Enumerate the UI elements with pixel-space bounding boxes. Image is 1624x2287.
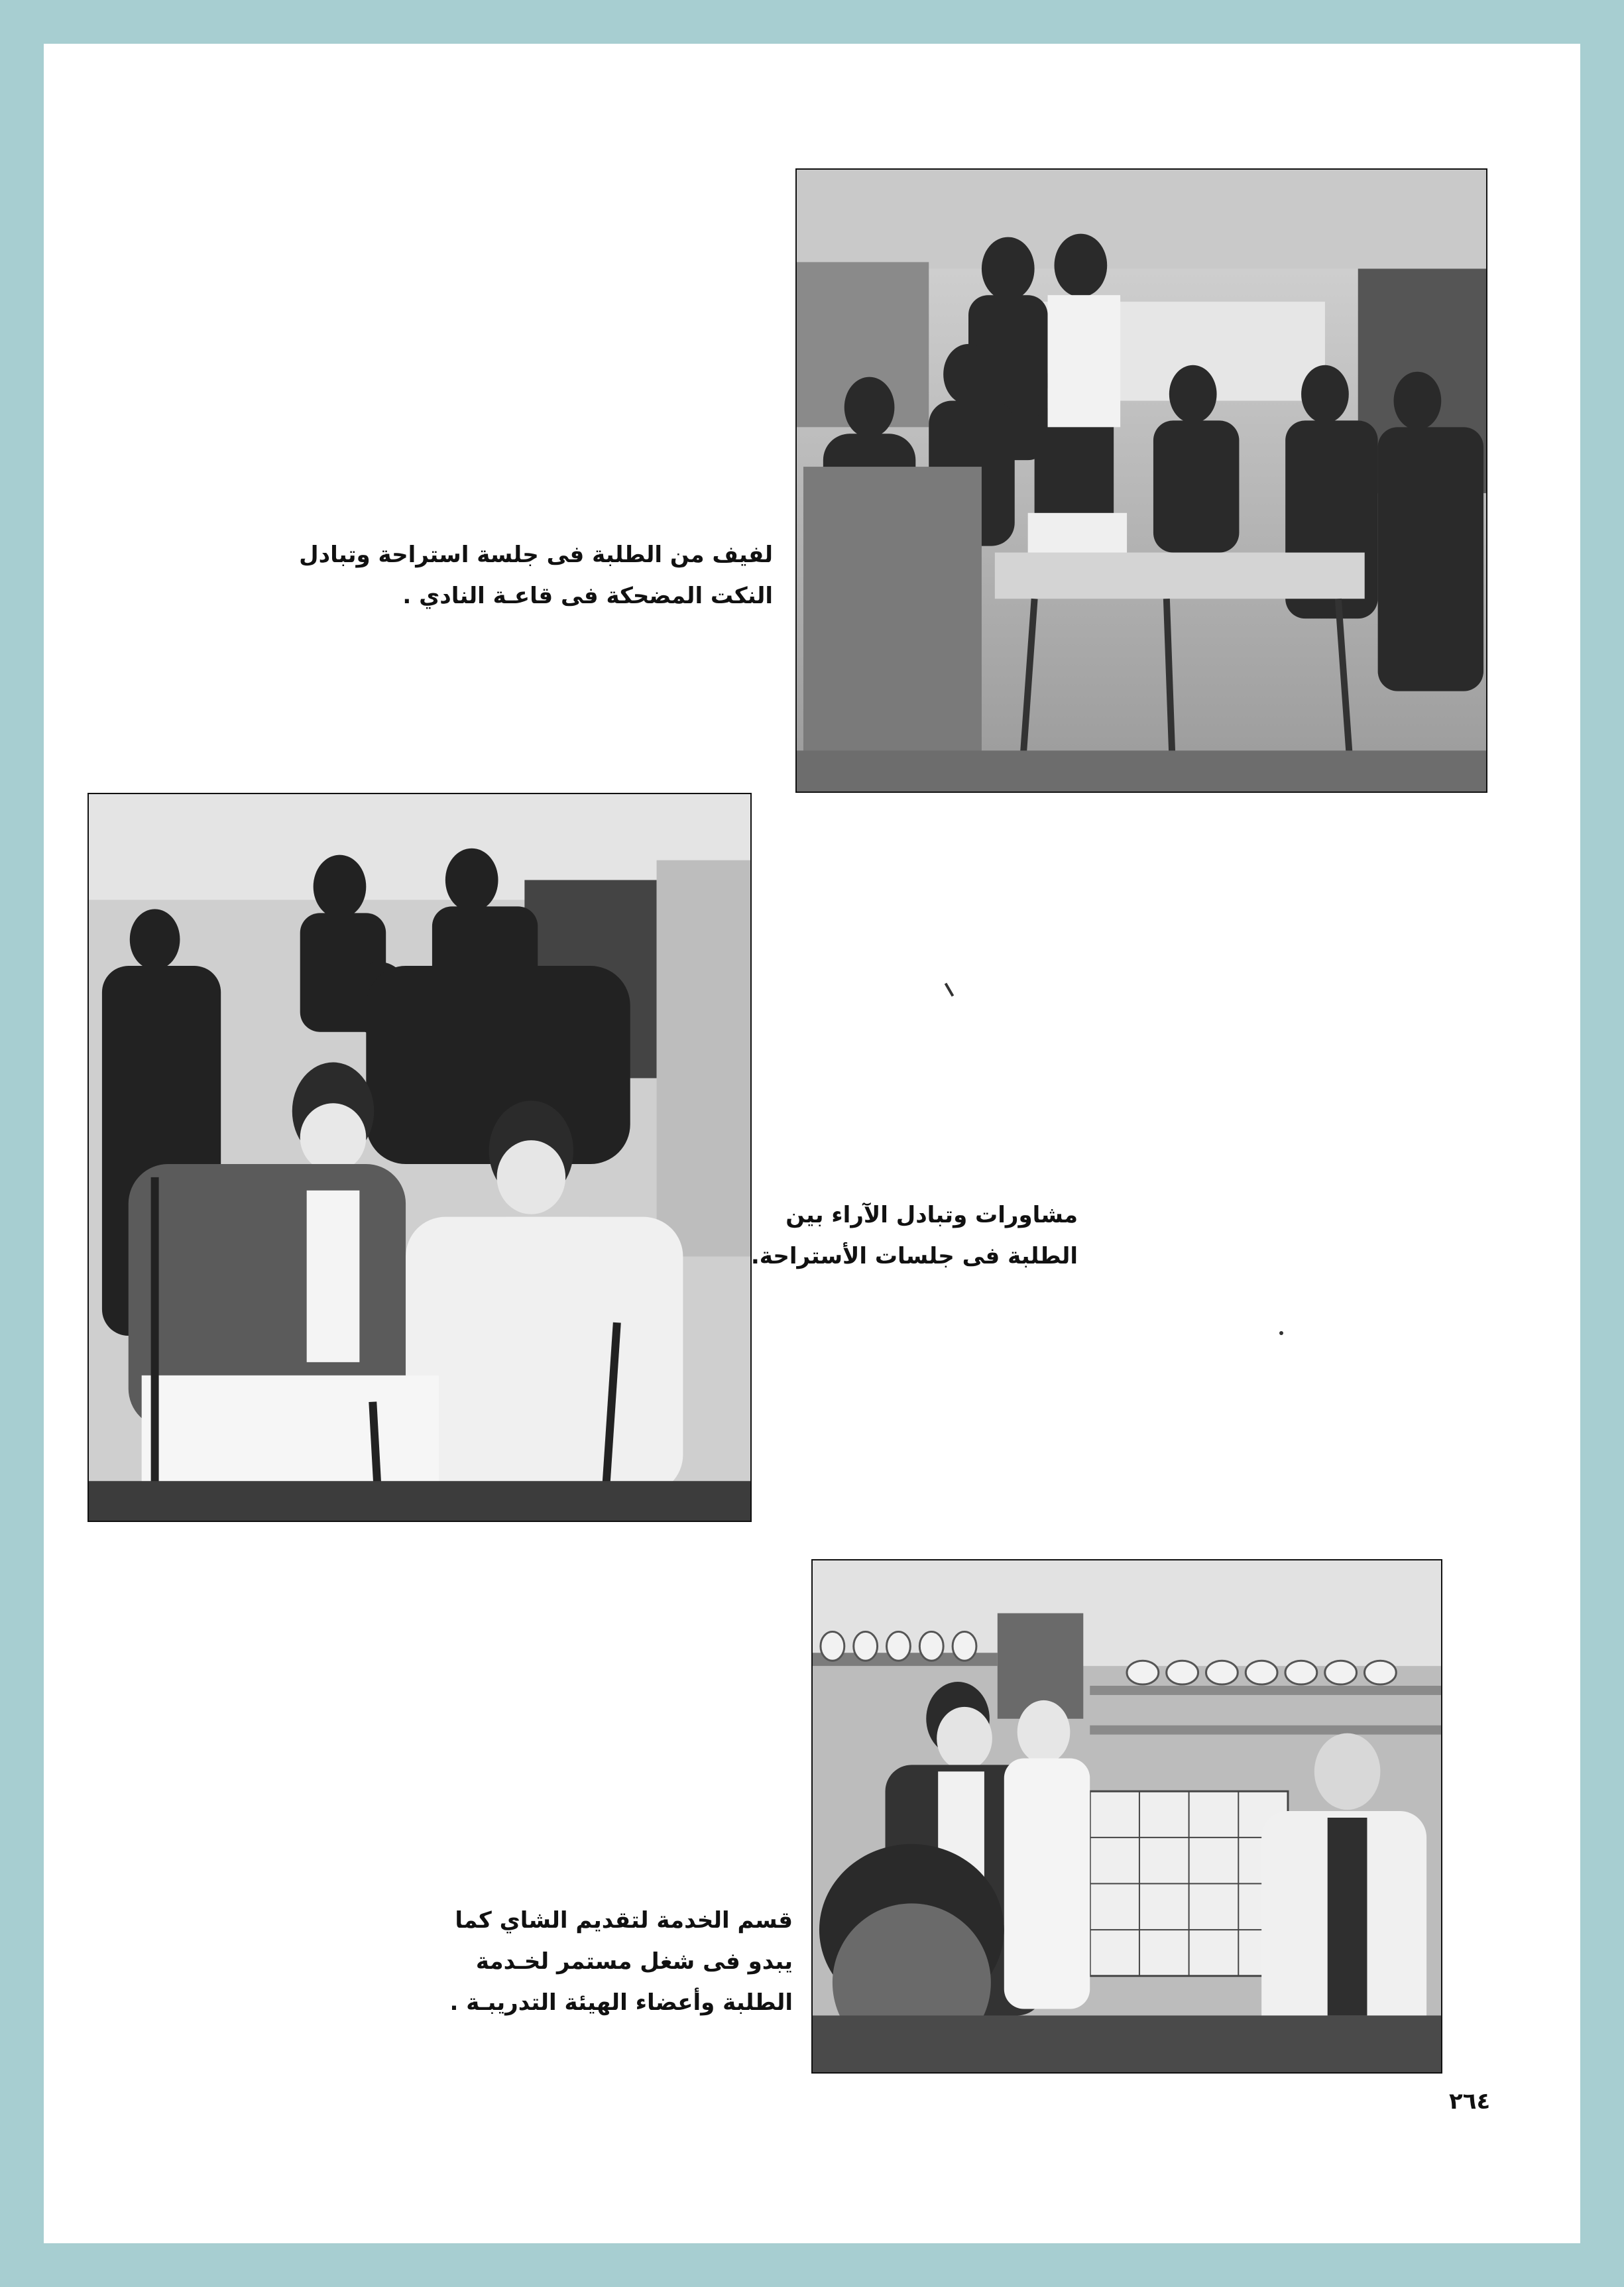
tea-service-photo — [811, 1559, 1442, 2074]
students-conversation-image — [89, 794, 750, 1521]
print-speck — [1279, 1331, 1283, 1335]
tea-service-image — [813, 1560, 1441, 2072]
caption-students-conversation — [750, 1195, 1078, 1277]
caption-students-table-line2: النكت المضحكة فى قاعـة النادي . — [402, 583, 773, 609]
students-conversation-photo — [87, 793, 752, 1522]
caption-students-table-line1: لفيف من الطلبة فى جلسة استراحة وتبادل — [299, 542, 773, 568]
caption-tea-service — [415, 1900, 793, 2023]
page-number: ٢٦٤ — [1449, 2088, 1491, 2115]
book-page — [44, 44, 1580, 2243]
caption-students-table — [299, 534, 773, 616]
caption-tea-service-line2: يبدو فى شغل مستمر لخـدمة — [475, 1948, 793, 1975]
caption-students-conversation-line2: الطلبة فى جلسات الأستراحة. — [750, 1243, 1078, 1269]
students-table-photo — [795, 168, 1487, 793]
caption-tea-service-line3: الطلبة وأعضاء الهيئة التدريبـة . — [449, 1989, 793, 2016]
print-speck — [945, 982, 954, 996]
caption-students-conversation-line1: مشاورات وتبادل الآراء بين — [785, 1202, 1078, 1228]
caption-tea-service-line1: قسم الخدمة لتقديم الشاي كما — [455, 1907, 793, 1934]
students-table-image — [797, 170, 1486, 792]
